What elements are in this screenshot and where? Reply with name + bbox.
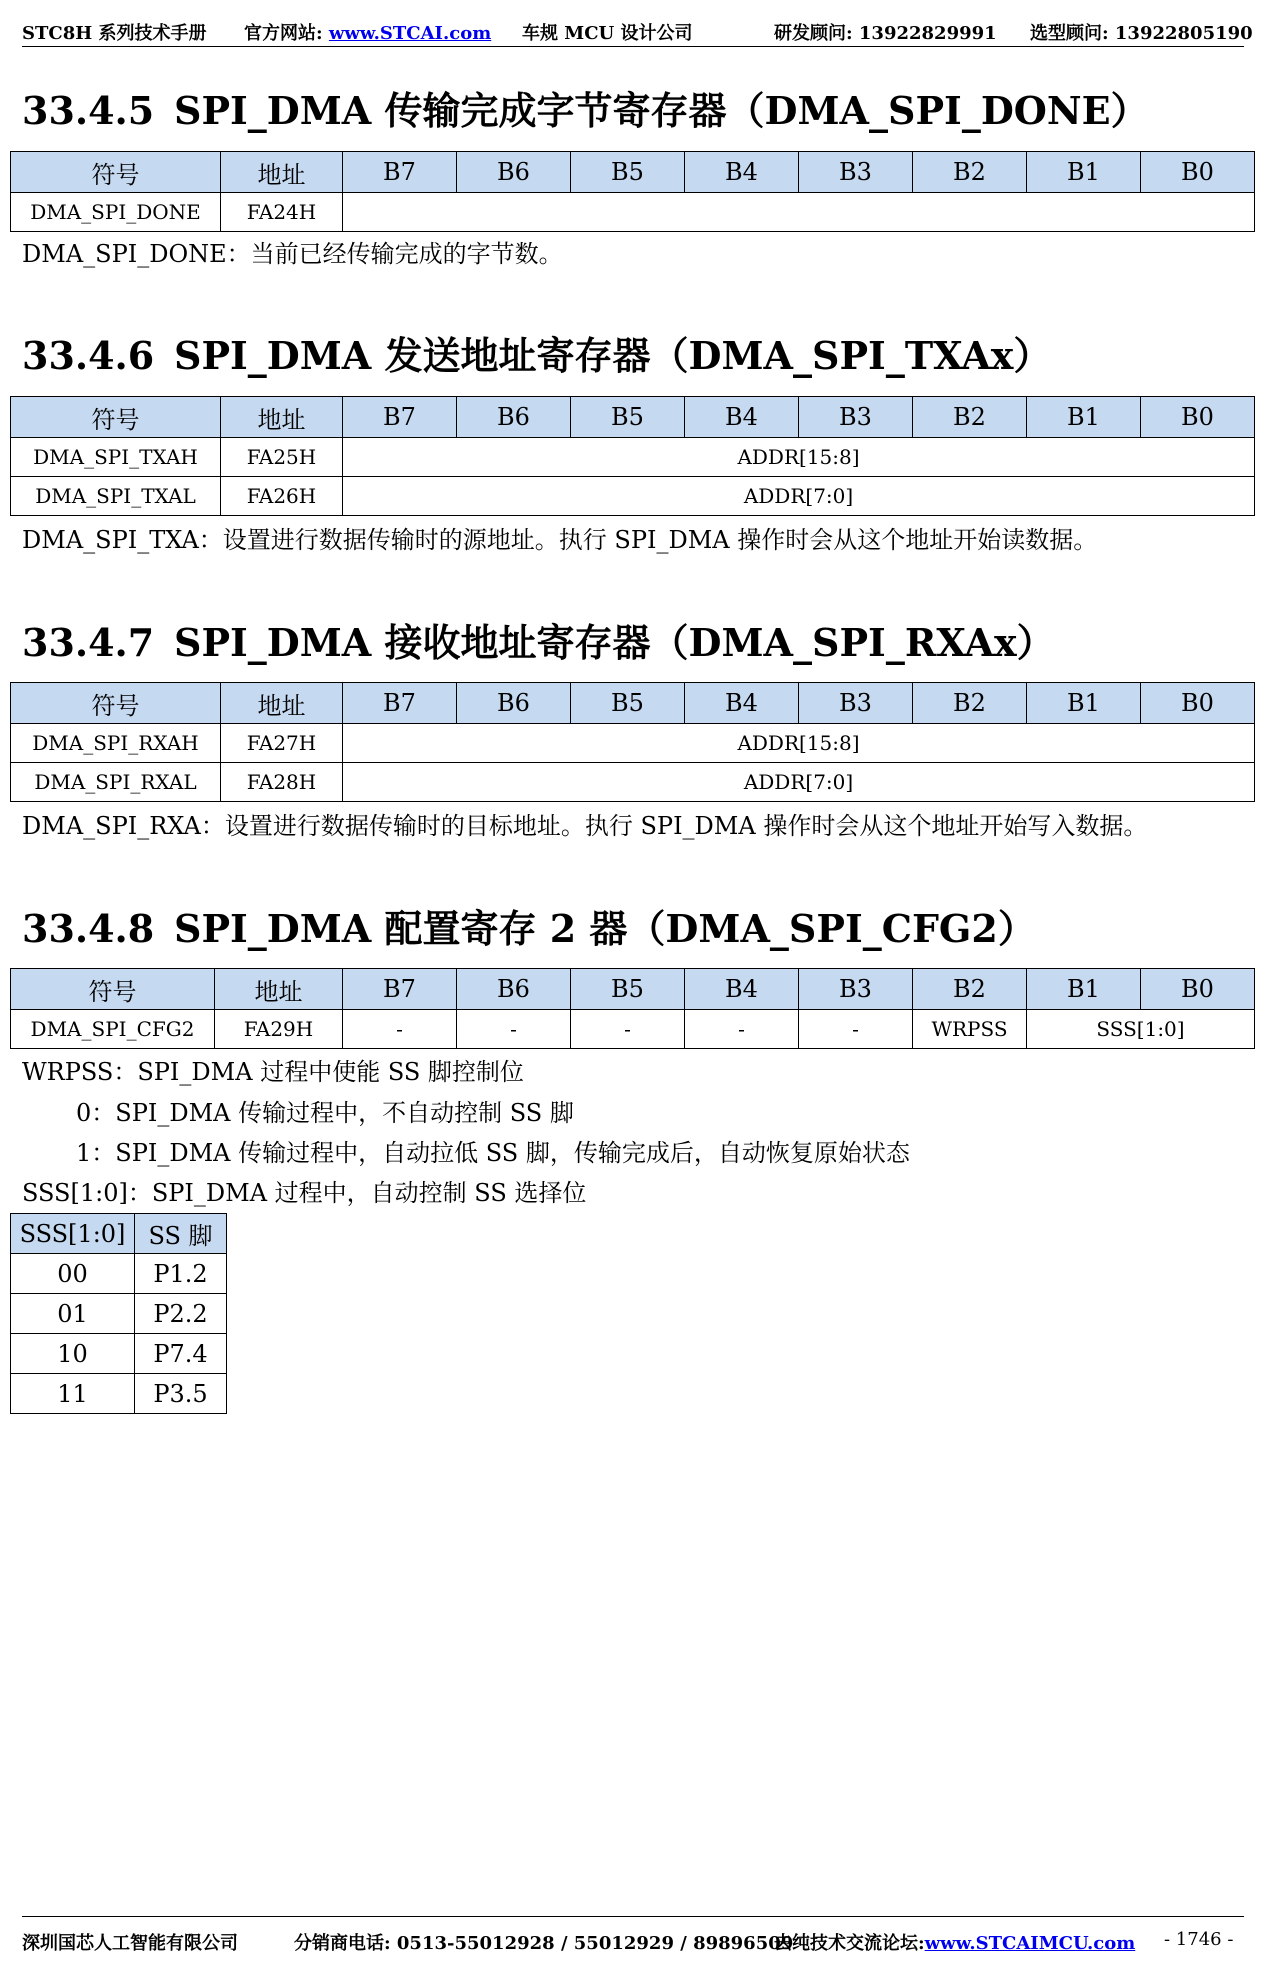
sss-value: 10 — [11, 1334, 135, 1374]
table-header-row — [11, 683, 1255, 724]
col-header: B7 — [343, 683, 457, 724]
sss-select-table — [10, 1213, 227, 1414]
col-header: B4 — [685, 152, 799, 193]
col-header: B0 — [1141, 683, 1255, 724]
sss-value: 11 — [11, 1374, 135, 1414]
sss-value: 01 — [11, 1294, 135, 1334]
forum — [774, 1929, 1135, 1955]
section-title: SPI_DMA 传输完成字节寄存器（DMA_SPI_DONE） — [174, 88, 1149, 133]
register-value: ADDR[7:0] — [343, 763, 1255, 802]
manual-title: STC8H 系列技术手册 — [22, 23, 207, 44]
official-site — [244, 19, 491, 45]
register-address: FA27H — [221, 724, 343, 763]
official-site-label: 官方网站: — [244, 23, 329, 44]
section-heading-33-4-5 — [22, 88, 1149, 133]
sss-description: SSS[1:0]：SPI_DMA 过程中，自动控制 SS 选择位 — [22, 1179, 587, 1207]
ss-pin: P2.2 — [135, 1294, 227, 1334]
table-header-row — [11, 152, 1255, 193]
table-row — [11, 477, 1255, 516]
col-header: 符号 — [11, 397, 221, 438]
description-dma-spi-rxa: DMA_SPI_RXA：设置进行数据传输时的目标地址。执行 SPI_DMA 操作时会从这个地址开始写入数据。 — [22, 812, 1148, 840]
col-header: 符号 — [11, 683, 221, 724]
col-header: B6 — [457, 683, 571, 724]
register-table-dma-spi-done — [10, 151, 1255, 232]
register-value: ADDR[15:8] — [343, 438, 1255, 477]
col-header: 地址 — [221, 683, 343, 724]
col-header: B3 — [799, 397, 913, 438]
ss-pin: P3.5 — [135, 1374, 227, 1414]
company-tagline: 车规 MCU 设计公司 — [522, 23, 693, 44]
col-header: B5 — [571, 683, 685, 724]
table-header-row — [11, 1214, 227, 1254]
col-header: B7 — [343, 397, 457, 438]
register-value — [343, 193, 1255, 232]
register-address: FA29H — [215, 1010, 343, 1049]
bit-b3: - — [799, 1010, 913, 1049]
bit-b5: - — [571, 1010, 685, 1049]
col-header: B5 — [571, 397, 685, 438]
section-title: SPI_DMA 发送地址寄存器（DMA_SPI_TXAx） — [174, 333, 1052, 378]
col-header: B3 — [799, 683, 913, 724]
col-header: B6 — [457, 969, 571, 1010]
col-header: B6 — [457, 397, 571, 438]
section-heading-33-4-8 — [22, 906, 1036, 951]
section-number: 33.4.6 — [22, 333, 155, 378]
section-title: SPI_DMA 接收地址寄存器（DMA_SPI_RXAx） — [174, 620, 1055, 665]
section-number: 33.4.8 — [22, 906, 155, 951]
table-row — [11, 193, 1255, 232]
section-title: SPI_DMA 配置寄存 2 器（DMA_SPI_CFG2） — [174, 906, 1036, 951]
section-number: 33.4.5 — [22, 88, 155, 133]
col-header: B2 — [913, 152, 1027, 193]
bit-b4: - — [685, 1010, 799, 1049]
col-header: B1 — [1027, 969, 1141, 1010]
official-site-link[interactable]: www.STCAI.com — [328, 23, 492, 44]
ss-pin: P7.4 — [135, 1334, 227, 1374]
forum-label: 去纯技术交流论坛: — [774, 1933, 925, 1954]
register-table-dma-spi-txa — [10, 396, 1255, 516]
page-header — [22, 16, 1253, 47]
table-row — [11, 1254, 227, 1294]
wrpss-option-1: 1：SPI_DMA 传输过程中，自动拉低 SS 脚，传输完成后，自动恢复原始状态 — [76, 1139, 910, 1167]
section-heading-33-4-6 — [22, 333, 1052, 378]
register-value: ADDR[15:8] — [343, 724, 1255, 763]
selection-adviser: 选型顾问: 13922805190 — [1030, 23, 1253, 44]
forum-link[interactable]: www.STCAIMCU.com — [924, 1933, 1136, 1954]
col-header: 符号 — [11, 969, 215, 1010]
register-address: FA28H — [221, 763, 343, 802]
register-address: FA25H — [221, 438, 343, 477]
col-header: B1 — [1027, 152, 1141, 193]
table-header-row — [11, 969, 1255, 1010]
col-header: 符号 — [11, 152, 221, 193]
col-header: B2 — [913, 683, 1027, 724]
register-symbol: DMA_SPI_TXAH — [11, 438, 221, 477]
table-row — [11, 763, 1255, 802]
register-value: ADDR[7:0] — [343, 477, 1255, 516]
col-header: B1 — [1027, 397, 1141, 438]
table-row — [11, 1334, 227, 1374]
wrpss-description: WRPSS：SPI_DMA 过程中使能 SS 脚控制位 — [22, 1058, 524, 1086]
col-header: SSS[1:0] — [11, 1214, 135, 1254]
register-symbol: DMA_SPI_RXAL — [11, 763, 221, 802]
register-table-dma-spi-rxa — [10, 682, 1255, 802]
col-header: 地址 — [215, 969, 343, 1010]
col-header: B0 — [1141, 397, 1255, 438]
register-symbol: DMA_SPI_DONE — [11, 193, 221, 232]
col-header: B0 — [1141, 152, 1255, 193]
col-header: B5 — [571, 969, 685, 1010]
section-number: 33.4.7 — [22, 620, 155, 665]
col-header: B1 — [1027, 683, 1141, 724]
bit-b7: - — [343, 1010, 457, 1049]
bit-b1-b0: SSS[1:0] — [1027, 1010, 1255, 1049]
register-address: FA26H — [221, 477, 343, 516]
col-header: B3 — [799, 969, 913, 1010]
col-header: B4 — [685, 969, 799, 1010]
sss-value: 00 — [11, 1254, 135, 1294]
col-header: B7 — [343, 969, 457, 1010]
register-symbol: DMA_SPI_RXAH — [11, 724, 221, 763]
page-footer — [22, 1916, 1244, 1957]
col-header: SS 脚 — [135, 1214, 227, 1254]
description-dma-spi-done: DMA_SPI_DONE：当前已经传输完成的字节数。 — [22, 240, 563, 268]
table-row — [11, 1294, 227, 1334]
table-row — [11, 1374, 227, 1414]
description-dma-spi-txa: DMA_SPI_TXA：设置进行数据传输时的源地址。执行 SPI_DMA 操作时会从这个地址开始读数据。 — [22, 526, 1098, 554]
wrpss-option-0: 0：SPI_DMA 传输过程中，不自动控制 SS 脚 — [76, 1099, 574, 1127]
col-header: B2 — [913, 397, 1027, 438]
register-symbol: DMA_SPI_TXAL — [11, 477, 221, 516]
register-table-dma-spi-cfg2 — [10, 968, 1255, 1049]
col-header: B6 — [457, 152, 571, 193]
table-row — [11, 724, 1255, 763]
col-header: 地址 — [221, 152, 343, 193]
ss-pin: P1.2 — [135, 1254, 227, 1294]
distributor-phone: 分销商电话: 0513-55012928 / 55012929 / 89896509 — [294, 1933, 794, 1954]
bit-b6: - — [457, 1010, 571, 1049]
footer-company: 深圳国芯人工智能有限公司 — [22, 1933, 238, 1954]
col-header: B7 — [343, 152, 457, 193]
col-header: B0 — [1141, 969, 1255, 1010]
col-header: B4 — [685, 683, 799, 724]
table-header-row — [11, 397, 1255, 438]
register-symbol: DMA_SPI_CFG2 — [11, 1010, 215, 1049]
rd-adviser: 研发顾问: 13922829991 — [774, 23, 997, 44]
col-header: B2 — [913, 969, 1027, 1010]
table-row — [11, 1010, 1255, 1049]
section-heading-33-4-7 — [22, 620, 1055, 665]
col-header: B5 — [571, 152, 685, 193]
bit-b2: WRPSS — [913, 1010, 1027, 1049]
col-header: B3 — [799, 152, 913, 193]
col-header: B4 — [685, 397, 799, 438]
table-row — [11, 438, 1255, 477]
register-address: FA24H — [221, 193, 343, 232]
col-header: 地址 — [221, 397, 343, 438]
page-number: - 1746 - — [1164, 1929, 1234, 1950]
